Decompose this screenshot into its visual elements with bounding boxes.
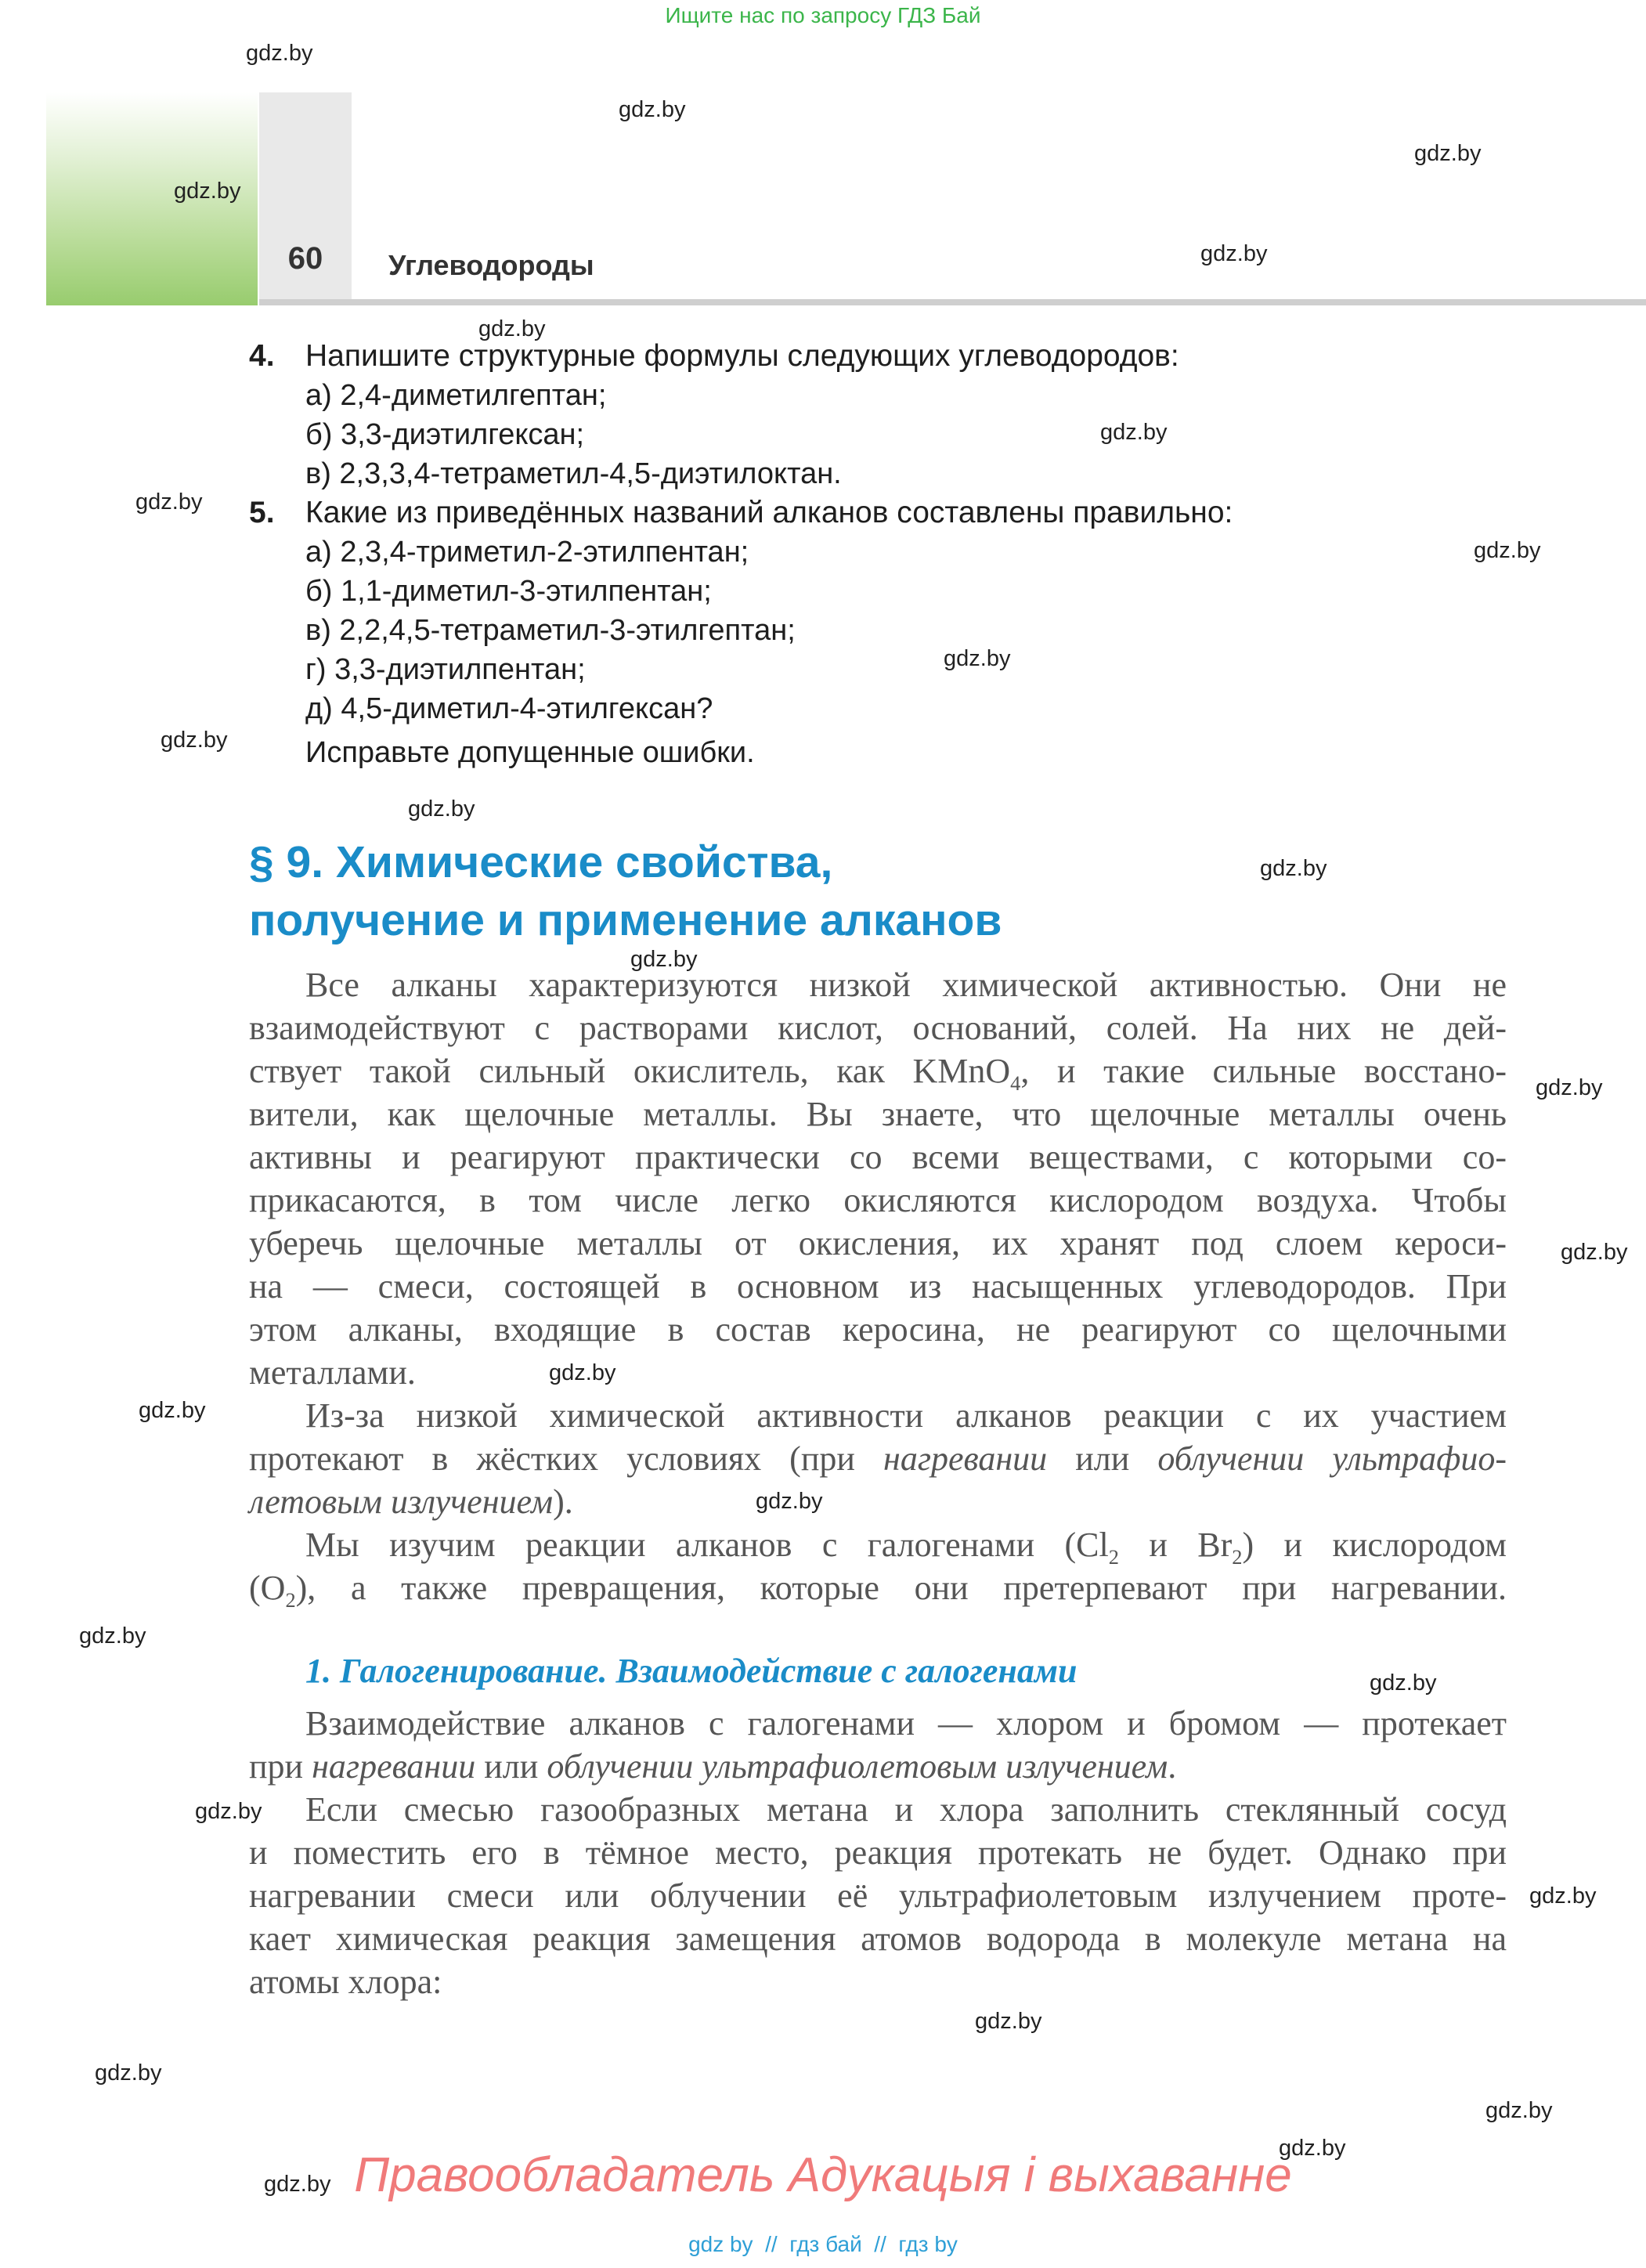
- italic-run: нагревании: [883, 1439, 1048, 1478]
- watermark: gdz.by: [408, 796, 475, 822]
- watermark: gdz.by: [1536, 1075, 1603, 1100]
- subsection-title: 1. Галогенирование. Взаимодействие с галогенами: [305, 1652, 1077, 1690]
- paragraph-line: прикасаются, в том числе легко окисляются кислородом воздуха. Чтобы: [249, 1181, 1507, 1219]
- watermark: gdz.by: [174, 179, 241, 204]
- task-item: д) 4,5-диметил-4-этилгексан?: [305, 692, 713, 725]
- watermark: gdz.by: [195, 1799, 262, 1824]
- watermark: gdz.by: [264, 2172, 331, 2197]
- task-item: г) 3,3-диэтилпентан;: [305, 653, 586, 686]
- paragraph-line: взаимодействуют с растворами кислот, оснований, солей. На них не дей-: [249, 1009, 1507, 1047]
- watermark: gdz.by: [1260, 856, 1327, 881]
- task-number: 5.: [249, 496, 275, 529]
- watermark: gdz.by: [1561, 1240, 1628, 1265]
- footer-links: gdz by // гдз бай // гдз by: [688, 2232, 958, 2256]
- watermark: gdz.by: [1279, 2136, 1346, 2161]
- watermark: gdz.by: [1485, 2098, 1553, 2123]
- task-note: Исправьте допущенные ошибки.: [305, 736, 755, 769]
- italic-run: облучении ультрафио-: [1157, 1439, 1507, 1478]
- text-run: ) и кислородом: [1242, 1526, 1507, 1564]
- watermark: gdz.by: [1529, 1883, 1597, 1909]
- text-run: при: [249, 1747, 312, 1786]
- watermark: gdz.by: [135, 489, 203, 515]
- watermark: gdz.by: [1474, 538, 1541, 563]
- watermark: gdz.by: [95, 2060, 162, 2086]
- paragraph-line: Из-за низкой химической активности алканов реакции с их участием: [305, 1396, 1507, 1435]
- paragraph-line: на — смеси, состоящей в основном из насыщенных углеводородов. При: [249, 1267, 1507, 1306]
- watermark: gdz.by: [1200, 241, 1268, 266]
- watermark: gdz.by: [79, 1623, 146, 1649]
- subscript: 2: [1108, 1544, 1119, 1569]
- section-title-line2: получение и применение алканов: [249, 895, 1002, 945]
- paragraph-line: Все алканы характеризуются низкой химической активностью. Они не: [305, 966, 1507, 1004]
- paragraph-line: активны и реагируют практически со всеми веществами, с которыми со-: [249, 1138, 1507, 1176]
- watermark: gdz.by: [478, 316, 546, 341]
- text-run: протекают в жёстких условиях (при: [249, 1439, 883, 1478]
- paragraph-line: нагревании смеси или облучении её ультрафиолетовым излучением проте-: [249, 1876, 1507, 1915]
- paragraph-line: [249, 1437, 1507, 1480]
- watermark: gdz.by: [756, 1489, 823, 1514]
- watermark: gdz.by: [630, 947, 698, 972]
- watermark: gdz.by: [975, 2009, 1042, 2034]
- page-number: 60: [287, 241, 323, 276]
- watermark: gdz.by: [549, 1360, 616, 1385]
- header-rule: [259, 299, 1646, 305]
- watermark: gdz.by: [246, 41, 313, 66]
- text-run: или: [475, 1747, 547, 1786]
- paragraph-line: [249, 1566, 1507, 1622]
- copyright-notice: Правообладатель Адукацыя і выхаванне: [354, 2148, 1292, 2202]
- watermark: gdz.by: [161, 728, 228, 753]
- paragraph-line: атомы хлора:: [249, 1963, 442, 2001]
- text-run: , и такие сильные восстано-: [1020, 1052, 1507, 1090]
- paragraph-line: кает химическая реакция замещения атомов водорода в молекуле метана на: [249, 1919, 1507, 1958]
- text-run: .: [1168, 1747, 1177, 1786]
- subscript: 4: [1010, 1071, 1021, 1095]
- task-text: Напишите структурные формулы следующих углеводородов:: [305, 339, 1179, 373]
- text-run: ).: [553, 1483, 573, 1521]
- task-item: в) 2,2,4,5-тетраметил-3-этилгептан;: [305, 614, 796, 647]
- paragraph-line: [249, 1480, 1507, 1523]
- task-item: б) 3,3-диэтилгексан;: [305, 418, 585, 451]
- paragraph-line: Если смесью газообразных метана и хлора заполнить стеклянный сосуд: [305, 1790, 1507, 1829]
- italic-run: летовым излучением: [249, 1483, 554, 1521]
- watermark: gdz.by: [944, 646, 1011, 671]
- text-run: ствует такой сильный окислитель, как KMnO: [249, 1052, 1011, 1090]
- paragraph-line: металлами.: [249, 1353, 416, 1392]
- section-title-line1: § 9. Химические свойства,: [249, 837, 833, 887]
- text-run: (O: [249, 1569, 286, 1607]
- paragraph-line: вители, как щелочные металлы. Вы знаете, что щелочные металлы очень: [249, 1095, 1507, 1133]
- top-banner: Ищите нас по запросу ГДЗ Бай: [665, 3, 981, 27]
- task-text: Какие из приведённых названий алканов составлены правильно:: [305, 496, 1233, 529]
- watermark: gdz.by: [1414, 141, 1482, 166]
- subscript: 2: [285, 1587, 296, 1612]
- paragraph-line: уберечь щелочные металлы от окисления, их хранят под слоем кероси-: [249, 1224, 1507, 1262]
- text-run: или: [1047, 1439, 1158, 1478]
- subscript: 2: [1232, 1544, 1243, 1569]
- italic-run: облучении ультрафиолетовым излучением: [547, 1747, 1168, 1786]
- watermark: gdz.by: [619, 97, 686, 122]
- italic-run: нагревании: [312, 1747, 476, 1786]
- watermark: gdz.by: [139, 1398, 206, 1423]
- task-item: а) 2,3,4-триметил-2-этилпентан;: [305, 536, 749, 569]
- running-title: Углеводороды: [388, 249, 594, 281]
- paragraph-line: и поместить его в тёмное место, реакция протекать не будет. Однако при: [249, 1833, 1507, 1872]
- text-run: ), а также превращения, которые они претерпевают при нагревании.: [295, 1569, 1507, 1607]
- task-number: 4.: [249, 339, 275, 373]
- paragraph-line: [249, 1745, 1507, 1788]
- text-run: Мы изучим реакции алканов с галогенами (Cl: [305, 1526, 1109, 1564]
- watermark: gdz.by: [1370, 1670, 1437, 1696]
- paragraph-line: этом алканы, входящие в состав керосина, не реагируют со щелочными: [249, 1310, 1507, 1349]
- text-run: и Br: [1118, 1526, 1233, 1564]
- task-item: в) 2,3,3,4-тетраметил-4,5-диэтилоктан.: [305, 457, 842, 490]
- task-item: а) 2,4-диметилгептан;: [305, 379, 607, 412]
- watermark: gdz.by: [1100, 420, 1168, 445]
- task-item: б) 1,1-диметил-3-этилпентан;: [305, 575, 712, 608]
- paragraph-line: Взаимодействие алканов с галогенами — хлором и бромом — протекает: [305, 1704, 1507, 1743]
